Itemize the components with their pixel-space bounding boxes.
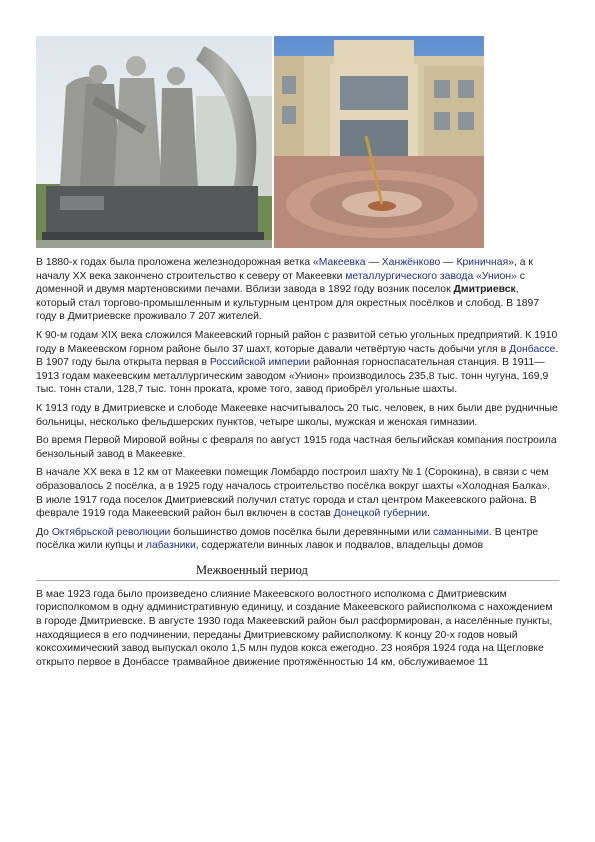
photo-row — [36, 36, 559, 248]
document-page — [36, 36, 559, 674]
text: районная горноспасательная станция. В 1911—1913 годам макеевским металлургическим заводом «Унион» производилось 235,8 тыс. тонн чугуна, 169,9 тыс. тонн стали, 128,7 тыс. тонн проката, кроме того, завод приобрёл угольные шахты. — [36, 357, 549, 396]
link-october-revolution[interactable]: Октябрьской революции — [51, 526, 171, 538]
text: К 90-м годам XIX века сложился Макеевский горный район с развитой сетью угольных предприятий. К 1910 году в Макеевском горном районе было 37 шахт, которые давали четвёртую часть добычи угля в — [36, 329, 558, 355]
link-union-plant[interactable]: металлургического завода «Унион» — [345, 270, 517, 282]
paragraph-4: Во время Первой Мировой войны с февраля по август 1915 года частная бельгийская компания построила бензольный завод в Макеевке. — [36, 435, 557, 460]
text: . — [427, 508, 430, 520]
text: В 1880-х годах была проложена железнодорожная ветка « — [36, 257, 319, 268]
link-makeevka[interactable]: Макеевка — [318, 257, 366, 268]
text: — — [365, 257, 382, 268]
paragraph-3: К 1913 году в Дмитриевске и слободе Макеевке насчитывалось 20 тыс. человек, в них были две рудничные больницы, несколько фельдшерских пунктов, четыре школы, мужская и женская гимназии. — [36, 402, 558, 428]
section-heading: Межвоенный период — [36, 563, 559, 581]
text: большинство домов посёлка были деревянными или — [170, 526, 434, 538]
link-donetsk-gubernia[interactable]: Донецкой губернии — [333, 508, 428, 520]
text: — — [440, 257, 457, 268]
text: До — [36, 526, 52, 538]
paragraph-1 — [36, 256, 559, 324]
paragraph-2 — [36, 329, 559, 397]
link-khanzhenkovo[interactable]: Ханжёнково — [381, 257, 441, 268]
bold-dmitrievsk: Дмитриевск — [453, 284, 516, 296]
text: с доменной и двумя мартеновскими печами. Вблизи завода в 1892 году возник поселок — [36, 270, 525, 296]
link-russian-empire[interactable]: Российской империи — [209, 357, 311, 369]
link-labazniki[interactable]: лабазники — [145, 540, 196, 552]
monument-photo — [36, 36, 272, 248]
link-krinichnaya[interactable]: Криничная — [456, 257, 509, 268]
text: . В 1907 году была открыта первая в — [36, 343, 559, 369]
paragraph-5 — [36, 466, 559, 520]
paragraph-7: В мае 1923 года было произведено слияние Макеевского волостного исполкома с Дмитриевским горисполкомом в одну административную единицу, и создание Макеевского райисполкома с нахождением в городе Дмитриевске. В августе 1930 года Макеевский район был расформирован, а населённые пункты, находящиеся в его подчинении, переданы Дмитриевскому райисполкому. К концу 20-х годов новый коксохимический завод выпускал около 1,5 млн пудов кокса ежегодно. 23 ноября 1924 года на Щегловке открыто первое в Донбассе трамвайное движение протяжённостью 14 км, обслуживаемое 11 — [36, 588, 553, 668]
text: , содержатели винных лавок и подвалов, владельцы домов — [195, 540, 484, 552]
link-samannye[interactable]: саманными — [433, 526, 489, 538]
paragraph-6 — [36, 526, 559, 553]
text: . В центре посёлка жили купцы и — [36, 526, 539, 552]
building-sundial-photo — [274, 36, 484, 248]
link-donbass[interactable]: Донбассе — [509, 343, 556, 355]
text: , который стал торгово-промышленным и культурным центром для окрестных посёлков и слобод. В 1897 году в Дмитриевске проживало 7 207 жителей. — [36, 284, 540, 323]
text: », а к началу XX века закончено строительство к северу от Макеевки — [36, 257, 533, 282]
text: В начале XX века в 12 км от Макеевки помещик Ломбардо построил шахту № 1 (Сорокина), в связи с чем образовалось 2 посёлка, а в 1925 году началось строительство посёлка вокруг шахты «Холодная Балка». В июле 1917 года поселок Дмитриевский получил статус города и стал центром Макеевского района. В феврале 1919 года Макеевский район был включен в состав — [36, 467, 551, 520]
